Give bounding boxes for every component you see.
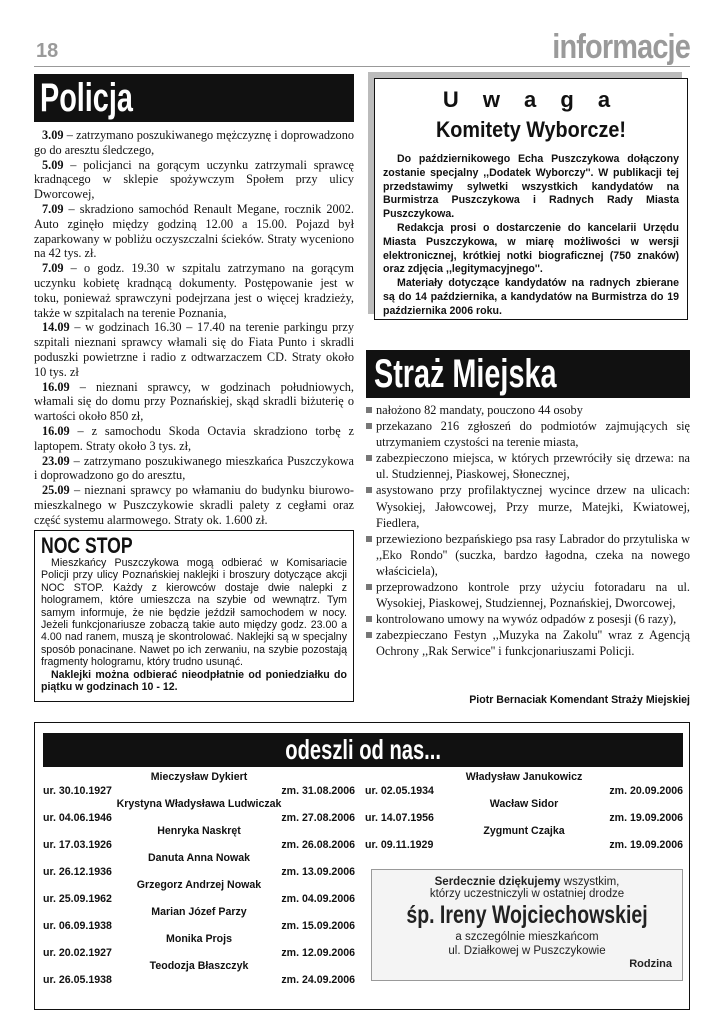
policja-heading (34, 74, 354, 122)
notice-title: U w a g a (442, 87, 620, 112)
noc-stop-title-text: NOC STOP (41, 533, 133, 558)
thanks-signature: Rodzina (629, 958, 672, 970)
entry-date: 7.09 (42, 261, 64, 276)
birth-date: ur. 25.09.1962 (43, 893, 112, 905)
police-report (34, 128, 354, 528)
life-dates (43, 946, 355, 960)
entry-text: – zatrzymano poszukiwanego mieszkańca Puszczykowa i doprowadzono go do aresztu, (34, 453, 354, 483)
noc-stop-title (41, 533, 347, 557)
death-date: zm. 26.08.2006 (281, 839, 355, 851)
deceased-name: Wacław Sidor (489, 798, 559, 810)
deceased-name: Monika Projs (166, 933, 232, 945)
police-entry (34, 380, 354, 424)
obituary-entry (43, 933, 355, 960)
thanks-line (372, 876, 682, 888)
obituaries-box (34, 722, 690, 1010)
obituary-entry (43, 852, 355, 879)
obituaries-heading (43, 733, 683, 767)
list-item: kontrolowano umowy na wywóz odpadów z posesji (6 razy), (366, 611, 690, 627)
policja-heading-text: Policja (40, 76, 133, 120)
entry-date: 25.09 (42, 483, 70, 498)
page-number: 18 (36, 40, 59, 62)
entry-date: 14.09 (42, 320, 70, 335)
police-entry (34, 202, 354, 261)
obituary-entry (43, 960, 355, 987)
obituary-entry (365, 798, 683, 825)
thanks-line: ul. Działkowej w Puszczykowie (448, 945, 606, 957)
section-title: informacje (552, 28, 690, 66)
life-dates (43, 784, 355, 798)
election-notice-box (374, 78, 688, 320)
list-item: nałożono 82 mandaty, pouczono 44 osoby (366, 402, 690, 418)
list-item: asystowano przy profilaktycznej wycince drzew na ulicach: Wysokiej, Jałowcowej, Przy murze, Matejki, Kwiatowej, Fiedlera, (366, 482, 690, 530)
birth-date: ur. 30.10.1927 (43, 785, 112, 797)
life-dates (43, 919, 355, 933)
birth-date: ur. 06.09.1938 (43, 920, 112, 932)
straz-activity-list (366, 402, 690, 660)
obituaries-right-column (365, 771, 683, 852)
obituary-entry (365, 825, 683, 852)
life-dates (365, 811, 683, 825)
birth-date: ur. 20.02.1927 (43, 947, 112, 959)
deceased-name: Władysław Janukowicz (465, 771, 583, 783)
birth-date: ur. 26.12.1936 (43, 866, 112, 878)
list-item: zabezpieczono miejsca, w których przewróciły się drzewa: na ul. Studziennej, Piaskowej, Słonecznej, (366, 450, 690, 482)
entry-date: 3.09 (42, 128, 64, 142)
thanks-line-rest: wszystkim, (560, 876, 620, 888)
entry-text: – policjanci na gorącym uczynku zatrzymali sprawcę kradnącego w sklepie spożywczym Społem przy ulicy Dworcowej, (34, 157, 354, 202)
death-date: zm. 27.08.2006 (281, 812, 355, 824)
entry-date: 7.09 (42, 201, 64, 216)
noc-stop-box (34, 530, 354, 702)
thanks-line: a szczególnie mieszkańcom (455, 931, 599, 943)
death-date: zm. 13.09.2006 (281, 866, 355, 878)
life-dates (43, 838, 355, 852)
obituary-entry (43, 879, 355, 906)
life-dates (365, 784, 683, 798)
entry-date: 16.09 (42, 379, 70, 394)
deceased-name: Marian Józef Parzy (151, 906, 247, 918)
obituaries-left-column (43, 771, 355, 987)
death-date: zm. 24.09.2006 (281, 974, 355, 986)
obituary-entry (43, 825, 355, 852)
life-dates (43, 973, 355, 987)
entry-text: – o godz. 19.30 w szpitalu zatrzymano na gorącym uczynku kobietę kradnącą dokumenty. Postępowanie jest w toku, ponieważ sprawczyni podejrzana jest o więcej kradzieży, także w szpitalach na terenie Poznania, (34, 261, 354, 320)
obituary-entry (365, 771, 683, 798)
notice-paragraph: Materiały dotyczące kandydatów na radnych zbierane są do 14 października, a kandydatów na Burmistrza do 19 października 2006 roku. (383, 277, 679, 317)
police-entry (34, 320, 354, 379)
list-item: przewieziono bezpańskiego psa rasy Labrador do przytuliska w ,,Eko Rondo'' (suczka, bardzo łagodna, czeka na nowego właściciela), (366, 531, 690, 579)
birth-date: ur. 14.07.1956 (365, 812, 434, 824)
straz-signature: Piotr Bernaciak Komendant Straży Miejskiej (469, 694, 690, 706)
entry-text: – nieznani sprawcy, w godzinach południowych, włamali się do domu przy Poznańskiej, skąd skradli biżuterię o wartości około 850 zł, (34, 379, 354, 424)
deceased-name: Henryka Naskręt (157, 825, 241, 837)
death-date: zm. 04.09.2006 (281, 893, 355, 905)
entry-date: 23.09 (42, 453, 70, 468)
birth-date: ur. 04.06.1946 (43, 812, 112, 824)
entry-text: – zatrzymano poszukiwanego mężczyznę i doprowadzono go do aresztu śledczego, (34, 128, 354, 157)
police-entry (34, 424, 354, 454)
list-item: zabezpieczano Festyn ,,Muzyka na Zakolu'' wraz z Agencją Ochrony ,,Rak Serwice'' i funkcjonariuszami Policji. (366, 627, 690, 659)
police-entry (34, 128, 354, 158)
noc-stop-pickup-info: Naklejki można odbierać nieodpłatnie od poniedziałku do piątku w godzinach 10 - 12. (41, 668, 347, 694)
deceased-name: Krystyna Władysława Ludwiczak (116, 798, 282, 810)
life-dates (365, 838, 683, 852)
deceased-name: Grzegorz Andrzej Nowak (136, 879, 262, 891)
noc-stop-paragraph: Mieszkańcy Puszczykowa mogą odbierać w Komisariacie Policji przy ulicy Poznańskiej naklejki i broszury dotyczące akcji NOC STOP. Każdy z kierowców dostaje dwie nalepki z hologramem, które umieszcza na szybie od wewnątrz. Tym samym informuje, że nie będzie jeździł samochodem w nocy. Jeżeli funkcjonariusze zobaczą takie auto między godz. 23.00 a 4.00 nad ranem, muszą je skontrolować. Naklejki są w specjalny sposób ponacinane. Nawet po ich zerwaniu, na szybie pozostają fragmenty hologramu, który trudno usunąć. (41, 557, 347, 669)
death-date: zm. 20.09.2006 (609, 785, 683, 797)
police-entry (34, 454, 354, 484)
entry-text: – nieznani sprawcy po włamaniu do budynku biurowo-mieszkalnego w Puszczykowie skradli palety z cegłami oraz część systemu alarmowego. Straty ok. 1.600 zł. (34, 483, 354, 527)
birth-date: ur. 26.05.1938 (43, 974, 112, 986)
thanks-deceased-name: śp. Ireny Wojciechowskiej (406, 901, 648, 929)
deceased-name: Mieczysław Dykiert (150, 771, 248, 783)
birth-date: ur. 09.11.1929 (365, 839, 434, 851)
deceased-name: Teodozja Błaszczyk (149, 960, 249, 972)
straz-heading-text: Straż Miejska (374, 352, 557, 396)
notice-subtitle: Komitety Wyborcze! (436, 117, 626, 142)
obituaries-heading-text: odeszli od nas... (285, 734, 441, 765)
entry-date: 5.09 (42, 157, 64, 172)
birth-date: ur. 17.03.1926 (43, 839, 112, 851)
death-date: zm. 19.09.2006 (609, 839, 683, 851)
deceased-name: Zygmunt Czajka (483, 825, 565, 837)
thanks-notice (371, 869, 683, 981)
life-dates (43, 865, 355, 879)
death-date: zm. 15.09.2006 (281, 920, 355, 932)
entry-text: – w godzinach 16.30 – 17.40 na terenie parkingu przy szpitali nieznani sprawcy włamali się do Fiata Punto i skradli poduszki powietrzne i radio z odtwarzaczem CD. Straty około 10 tys. zł (34, 320, 354, 379)
obituary-entry (43, 771, 355, 798)
header-divider (34, 66, 690, 67)
deceased-name: Danuta Anna Nowak (147, 852, 251, 864)
obituary-entry (43, 798, 355, 825)
notice-paragraph: Do październikowego Echa Puszczykowa dołączony zostanie specjalny ,,Dodatek Wyborczy''. W publikacji tej przedstawimy sylwetki wszystkich kandydatów na Burmistrza Puszczykowa i Radnych Rady Miasta Puszczykowa. (383, 153, 679, 221)
list-item: przeprowadzono kontrole przy użyciu fotoradaru na ul. Wysokiej, Piaskowej, Studziennej, Poznańskiej, Dworcowej, (366, 579, 690, 611)
death-date: zm. 31.08.2006 (281, 785, 355, 797)
entry-text: – skradziono samochód Renault Megane, rocznik 2002. Auto zginęło między godziną 12.00 a 15.00. Pojazd był zaparkowany w pobliżu oczyszczalni ścieków. Straty wyceniono na 42 tys. zł. (34, 201, 354, 261)
police-entry (34, 483, 354, 527)
death-date: zm. 12.09.2006 (281, 947, 355, 959)
straz-heading (366, 350, 690, 398)
life-dates (43, 811, 355, 825)
entry-text: – z samochodu Skoda Octavia skradziono torbę z laptopem. Straty około 3 tys. zł, (34, 423, 354, 453)
death-date: zm. 19.09.2006 (609, 812, 683, 824)
life-dates (43, 892, 355, 906)
police-entry (34, 261, 354, 320)
notice-paragraph: Redakcja prosi o dostarczenie do kancelarii Urzędu Miasta Puszczykowa, w miarę możliwości w wersji elektronicznej, krótkiej notki biograficznej (750 znaków) oraz zdjęcia ,,legitymacyjnego''. (383, 221, 679, 276)
list-item: przekazano 216 zgłoszeń do podmiotów zajmujących się utrzymaniem czystości na terenie miasta, (366, 418, 690, 450)
thanks-emphasis: Serdecznie dziękujemy (434, 876, 561, 888)
entry-date: 16.09 (42, 423, 70, 438)
obituary-entry (43, 906, 355, 933)
thanks-line: którzy uczestniczyli w ostatniej drodze (429, 888, 625, 900)
birth-date: ur. 02.05.1934 (365, 785, 434, 797)
police-entry (34, 158, 354, 202)
